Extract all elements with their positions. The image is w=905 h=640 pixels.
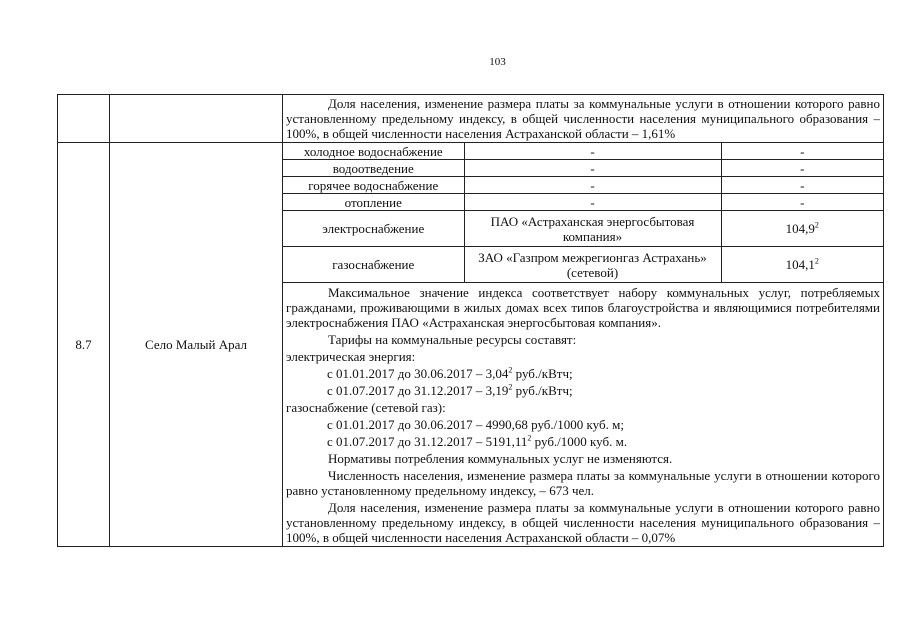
footnote-mark: 2	[814, 256, 819, 266]
gas-heading: газоснабжение (сетевой газ):	[286, 400, 446, 415]
service-name: холодное водоснабжение	[283, 143, 464, 160]
tariff-text: с 01.01.2017 до 30.06.2017 – 3,04	[327, 366, 509, 381]
tariff-unit: руб./кВтч;	[512, 383, 573, 398]
service-index	[721, 211, 883, 247]
service-row	[283, 247, 883, 283]
service-row	[283, 160, 883, 177]
footnote-mark: 2	[508, 365, 513, 375]
service-name: электроснабжение	[283, 211, 464, 247]
population-count-paragraph: Численность населения, изменение размера платы за коммунальные услуги в отношении которого равно установленному предельному индексу, – 673 чел.	[286, 468, 880, 498]
tariff-text-block	[283, 282, 883, 546]
service-name: отопление	[283, 194, 464, 211]
gas-tariff-h2	[283, 433, 883, 450]
service-name: горячее водоснабжение	[283, 177, 464, 194]
service-index	[721, 247, 883, 283]
footnote-mark: 2	[508, 382, 513, 392]
index-value: 104,1	[785, 257, 815, 272]
service-provider: -	[464, 177, 721, 194]
gas-tariff-h1: с 01.01.2017 до 30.06.2017 – 4990,68 руб./1000 куб. м;	[327, 417, 624, 432]
document-table	[57, 94, 884, 547]
services-table	[283, 143, 883, 282]
footnote-mark: 2	[527, 433, 532, 443]
table-row-previous	[58, 95, 884, 143]
service-provider: -	[464, 143, 721, 160]
max-index-paragraph: Максимальное значение индекса соответствует набору коммунальных услуг, потребляемых гражданами, проживающими в жилых домах всех типов благоустройства и являющимися потребителями электроснабжения ПАО «Астраханская энергосбытовая компания».	[286, 285, 880, 330]
cell-empty-num	[58, 95, 110, 143]
service-row	[283, 194, 883, 211]
service-index: -	[721, 177, 883, 194]
cell-details	[283, 143, 884, 547]
tariff-text: с 01.07.2017 до 31.12.2017 – 5191,11	[327, 434, 528, 449]
index-value: 104,9	[785, 221, 815, 236]
footnote-mark: 2	[814, 220, 819, 230]
service-provider: ПАО «Астраханская энергосбытовая компания»	[464, 211, 721, 247]
tariffs-heading: Тарифы на коммунальные ресурсы составят:	[328, 332, 577, 347]
service-row	[283, 143, 883, 160]
population-share-paragraph: Доля населения, изменение размера платы за коммунальные услуги в отношении которого равно установленному предельному индексу, в общей численности населения муниципального образования – 100%, в общей численности населения Астраханской области – 0,07%	[286, 500, 880, 545]
service-provider: -	[464, 160, 721, 177]
settlement-name: Село Малый Арал	[110, 143, 283, 547]
tariff-unit: руб./1000 куб. м.	[531, 434, 628, 449]
electric-tariff-h2	[283, 382, 883, 399]
table-row-8-7	[58, 143, 884, 547]
electric-tariff-h1	[283, 365, 883, 382]
service-index: -	[721, 160, 883, 177]
cell-previous-text	[283, 95, 884, 143]
service-row	[283, 177, 883, 194]
service-name: газоснабжение	[283, 247, 464, 283]
tariff-text: с 01.07.2017 до 31.12.2017 – 3,19	[327, 383, 509, 398]
previous-share-paragraph: Доля населения, изменение размера платы за коммунальные услуги в отношении которого равно установленному предельному индексу, в общей численности населения муниципального образования – 100%, в общей численности населения Астраханской области – 1,61%	[286, 96, 880, 141]
electric-heading: электрическая энергия:	[286, 349, 416, 364]
service-index: -	[721, 143, 883, 160]
service-row	[283, 211, 883, 247]
service-index: -	[721, 194, 883, 211]
cell-empty-name	[110, 95, 283, 143]
page-number: 103	[489, 56, 506, 68]
tariff-unit: руб./кВтч;	[512, 366, 573, 381]
norms-paragraph: Нормативы потребления коммунальных услуг не изменяются.	[328, 451, 673, 466]
service-provider: ЗАО «Газпром межрегионгаз Астрахань» (сетевой)	[464, 247, 721, 283]
row-number: 8.7	[58, 143, 110, 547]
service-provider: -	[464, 194, 721, 211]
service-name: водоотведение	[283, 160, 464, 177]
